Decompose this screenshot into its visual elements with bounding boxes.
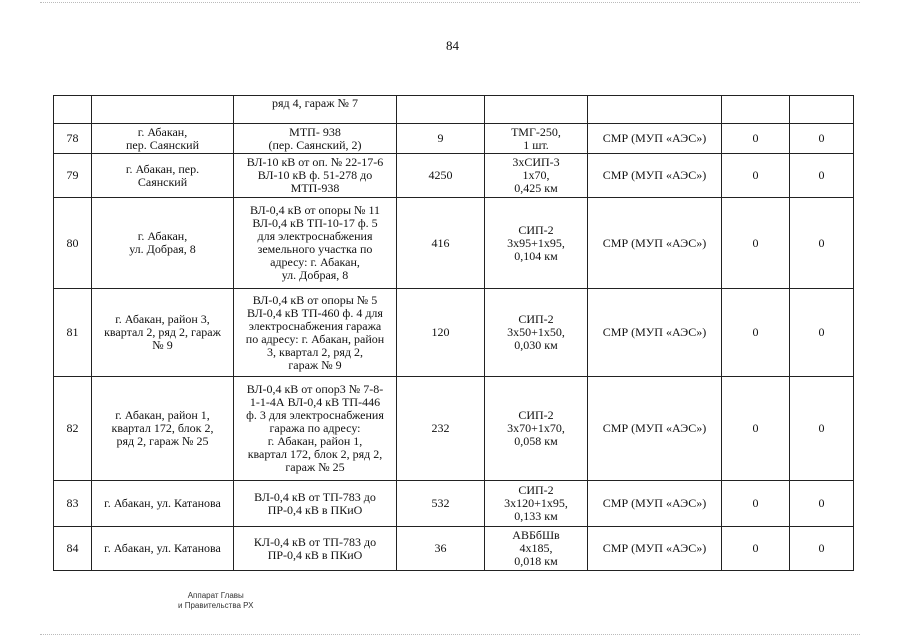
cell-col8: 0 xyxy=(790,377,854,481)
cell-address: г. Абакан, ул. Добрая, 8 xyxy=(92,198,234,289)
cell-col8: 0 xyxy=(790,198,854,289)
cell-object: ряд 4, гараж № 7 xyxy=(234,96,397,124)
cell-number: 83 xyxy=(54,481,92,527)
cell-value: 36 xyxy=(397,527,485,571)
page-number: 84 xyxy=(446,38,459,53)
cell-number: 78 xyxy=(54,124,92,154)
cell-address: г. Абакан, ул. Катанова xyxy=(92,527,234,571)
cell-object: ВЛ-0,4 кВ от ТП-783 до ПР-0,4 кВ в ПКиО xyxy=(234,481,397,527)
table-row xyxy=(54,198,854,289)
cell-number: 81 xyxy=(54,289,92,377)
scan-edge-top xyxy=(40,2,860,7)
cell-work: СМР (МУП «АЭС») xyxy=(588,154,722,198)
table-row xyxy=(54,289,854,377)
cell-address: г. Абакан, район 3, квартал 2, ряд 2, гараж № 9 xyxy=(92,289,234,377)
cell-equipment xyxy=(485,96,588,124)
cell-work: СМР (МУП «АЭС») xyxy=(588,289,722,377)
cell-value: 4250 xyxy=(397,154,485,198)
cell-work: СМР (МУП «АЭС») xyxy=(588,481,722,527)
cell-col7 xyxy=(722,96,790,124)
cell-col8: 0 xyxy=(790,289,854,377)
cell-object: ВЛ-10 кВ от оп. № 22-17-6 ВЛ-10 кВ ф. 51-278 до МТП-938 xyxy=(234,154,397,198)
table-row xyxy=(54,124,854,154)
cell-col7: 0 xyxy=(722,289,790,377)
cell-col7: 0 xyxy=(722,377,790,481)
cell-number xyxy=(54,96,92,124)
cell-equipment: 3хСИП-3 1х70, 0,425 км xyxy=(485,154,588,198)
cell-equipment: СИП-2 3х95+1х95, 0,104 км xyxy=(485,198,588,289)
stamp-line-2: и Правительства РХ xyxy=(178,601,254,610)
cell-object: ВЛ-0,4 кВ от опоры № 11 ВЛ-0,4 кВ ТП-10-17 ф. 5 для электроснабжения земельного участка по адресу: г. Абакан, ул. Добрая, 8 xyxy=(234,198,397,289)
cell-work: СМР (МУП «АЭС») xyxy=(588,377,722,481)
cell-value: 416 xyxy=(397,198,485,289)
cell-address xyxy=(92,96,234,124)
cell-address: г. Абакан, пер. Саянский xyxy=(92,154,234,198)
cell-value xyxy=(397,96,485,124)
table-row-continuation xyxy=(54,96,854,124)
cell-col7: 0 xyxy=(722,481,790,527)
cell-work xyxy=(588,96,722,124)
cell-number: 82 xyxy=(54,377,92,481)
cell-value: 232 xyxy=(397,377,485,481)
cell-address: г. Абакан, пер. Саянский xyxy=(92,124,234,154)
cell-value: 532 xyxy=(397,481,485,527)
cell-col8: 0 xyxy=(790,154,854,198)
cell-object: ВЛ-0,4 кВ от опор3 № 7-8- 1-1-4А ВЛ-0,4 кВ ТП-446 ф. 3 для электроснабжения гаража по адресу: г. Абакан, район 1, квартал 172, блок 2, ряд 2, гараж № 25 xyxy=(234,377,397,481)
cell-work: СМР (МУП «АЭС») xyxy=(588,124,722,154)
cell-equipment: СИП-2 3х50+1х50, 0,030 км xyxy=(485,289,588,377)
table-row xyxy=(54,154,854,198)
cell-number: 79 xyxy=(54,154,92,198)
cell-value: 120 xyxy=(397,289,485,377)
stamp-line-1: Аппарат Главы xyxy=(187,591,244,600)
table-row xyxy=(54,481,854,527)
cell-work: СМР (МУП «АЭС») xyxy=(588,198,722,289)
cell-col7: 0 xyxy=(722,198,790,289)
cell-col8: 0 xyxy=(790,527,854,571)
cell-value: 9 xyxy=(397,124,485,154)
data-table xyxy=(53,95,854,571)
cell-col8 xyxy=(790,96,854,124)
table-row xyxy=(54,377,854,481)
cell-equipment: СИП-2 3х70+1х70, 0,058 км xyxy=(485,377,588,481)
cell-address: г. Абакан, район 1, квартал 172, блок 2, ряд 2, гараж № 25 xyxy=(92,377,234,481)
table-row xyxy=(54,527,854,571)
cell-equipment: АВБбШв 4х185, 0,018 км xyxy=(485,527,588,571)
cell-number: 80 xyxy=(54,198,92,289)
cell-col7: 0 xyxy=(722,527,790,571)
scan-edge-bottom xyxy=(40,634,860,639)
cell-col8: 0 xyxy=(790,481,854,527)
cell-object: МТП- 938 (пер. Саянский, 2) xyxy=(234,124,397,154)
cell-number: 84 xyxy=(54,527,92,571)
cell-object: ВЛ-0,4 кВ от опоры № 5 ВЛ-0,4 кВ ТП-460 ф. 4 для электроснабжения гаража по адресу: г. Абакан, район 3, квартал 2, ряд 2, гараж № 9 xyxy=(234,289,397,377)
stamp xyxy=(178,591,253,611)
cell-address: г. Абакан, ул. Катанова xyxy=(92,481,234,527)
cell-object: КЛ-0,4 кВ от ТП-783 до ПР-0,4 кВ в ПКиО xyxy=(234,527,397,571)
cell-col7: 0 xyxy=(722,154,790,198)
cell-col7: 0 xyxy=(722,124,790,154)
cell-equipment: ТМГ-250, 1 шт. xyxy=(485,124,588,154)
cell-work: СМР (МУП «АЭС») xyxy=(588,527,722,571)
cell-col8: 0 xyxy=(790,124,854,154)
cell-equipment: СИП-2 3х120+1х95, 0,133 км xyxy=(485,481,588,527)
